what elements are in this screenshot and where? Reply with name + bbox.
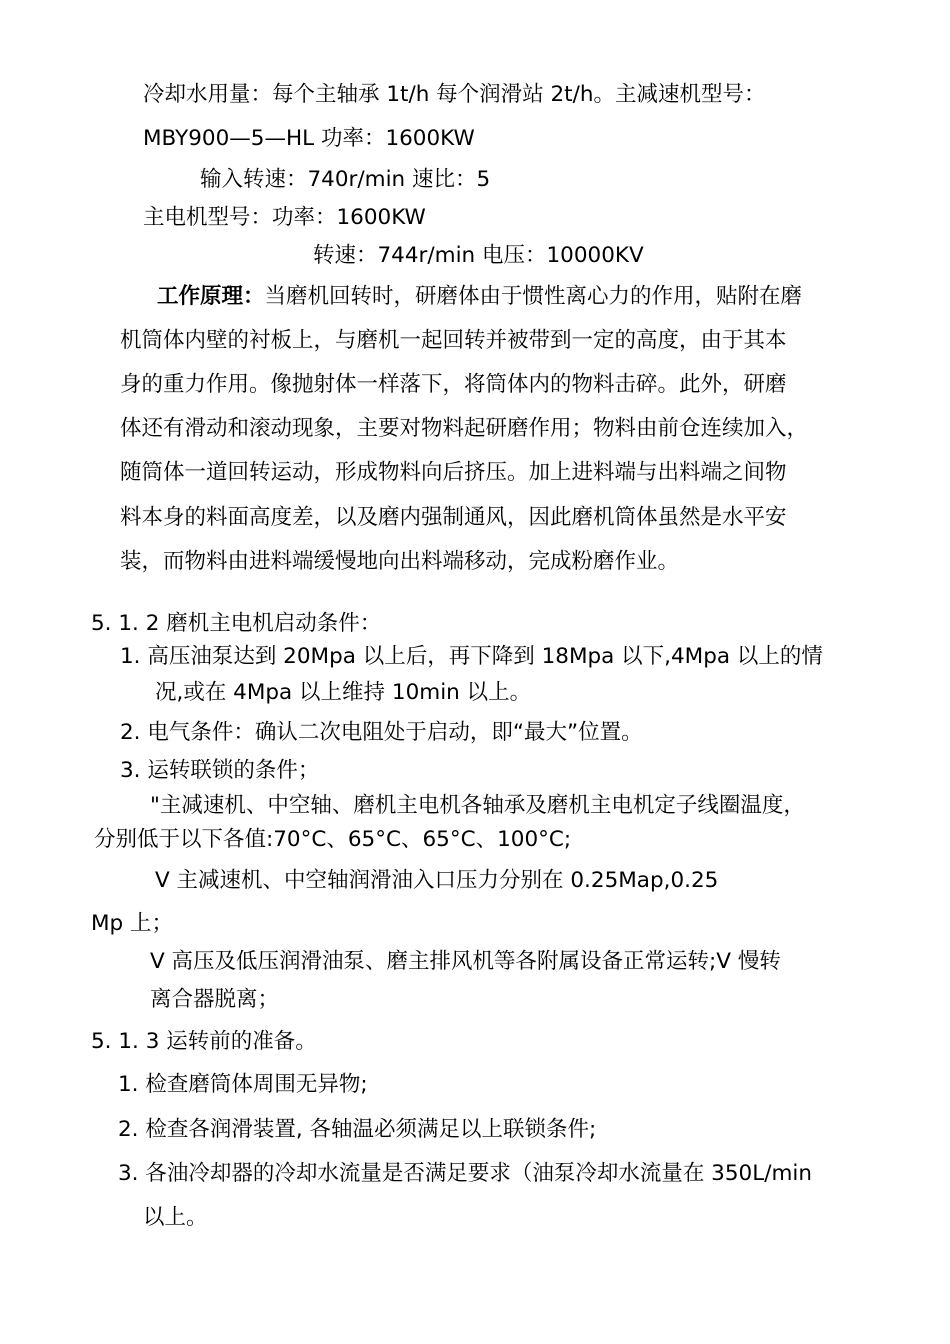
principle-line-6: 料本身的料面高度差，以及磨内强制通风，因此磨机筒体虽然是水平安 [120, 505, 787, 530]
section-5-1-2-heading [91, 613, 381, 635]
condition-item-3: 3. 运转联锁的条件； [120, 758, 320, 783]
principle-line-7: 装，而物料由进料端缓慢地向出料端移动，完成粉磨作业。 [120, 549, 680, 574]
interlock-condition-2: V 主减速机、中空轴润滑油入口压力分别在 0.25Map,0.25 [155, 868, 719, 893]
condition-item-2: 2. 电气条件：确认二次电阻处于启动，即“最大”位置。 [120, 720, 643, 745]
interlock-condition-3-cont: 离合器脱离； [150, 987, 280, 1012]
principle-line-2: 机筒体内壁的衬板上，与磨机一起回转并被带到一定的高度，由于其本 [120, 328, 787, 353]
prep-item-2: 2. 检查各润滑装置, 各轴温必须满足以上联锁条件; [118, 1117, 597, 1142]
interlock-condition-3: V 高压及低压润滑油泵、磨主排风机等各附属设备正常运转;V 慢转 [150, 949, 781, 974]
interlock-condition-2-cont: Mp 上； [91, 911, 174, 936]
principle-line-5: 随筒体一道回转运动，形成物料向后挤压。加上进料端与出料端之间物 [120, 460, 787, 485]
prep-item-3: 3. 各油冷却器的冷却水流量是否满足要求（油泵冷却水流量在 350L/min [118, 1161, 812, 1186]
condition-item-1: 1. 高压油泵达到 20Mpa 以上后，再下降到 18Mpa 以下,4Mpa 以上的情 [120, 644, 823, 669]
interlock-condition-1-cont: 分别低于以下各值:70°C、65°C、65°C、100°C; [94, 827, 572, 852]
principle-text: 当磨机回转时，研磨体由于惯性离心力的作用，贴附在磨 [264, 284, 803, 309]
section-number: 5. 1. 2 [91, 611, 160, 636]
principle-line-4: 体还有滑动和滚动现象，主要对物料起研磨作用；物料由前仓连续加入， [120, 416, 809, 441]
section-title: 运转前的准备。 [166, 1029, 317, 1054]
prep-item-3-cont: 以上。 [143, 1205, 208, 1230]
spec-line-motor-model: 主电机型号：功率：1600KW [143, 205, 426, 230]
spec-line-cooling-water: 冷却水用量：每个主轴承 1t/h 每个润滑站 2t/h。主减速机型号： [143, 82, 766, 107]
spec-line-motor-speed: 转速：744r/min 电压：10000KV [313, 243, 644, 268]
section-number: 5. 1. 3 [91, 1029, 160, 1054]
spec-line-input-speed: 输入转速：740r/min 速比：5 [200, 167, 491, 192]
principle-line-1 [157, 286, 802, 308]
interlock-condition-1: "主减速机、中空轴、磨机主电机各轴承及磨机主电机定子线圈温度， [150, 793, 805, 818]
principle-line-3: 身的重力作用。像抛射体一样落下，将筒体内的物料击碎。此外，研磨 [120, 372, 787, 397]
section-title: 磨机主电机启动条件： [166, 611, 382, 636]
prep-item-1: 1. 检查磨筒体周围无异物; [118, 1072, 368, 1097]
condition-item-1-cont: 况,或在 4Mpa 以上维持 10min 以上。 [155, 680, 532, 705]
spec-line-reducer-model: MBY900—5—HL 功率：1600KW [143, 126, 475, 151]
principle-label: 工作原理： [157, 284, 265, 309]
section-5-1-3-heading [91, 1031, 317, 1053]
